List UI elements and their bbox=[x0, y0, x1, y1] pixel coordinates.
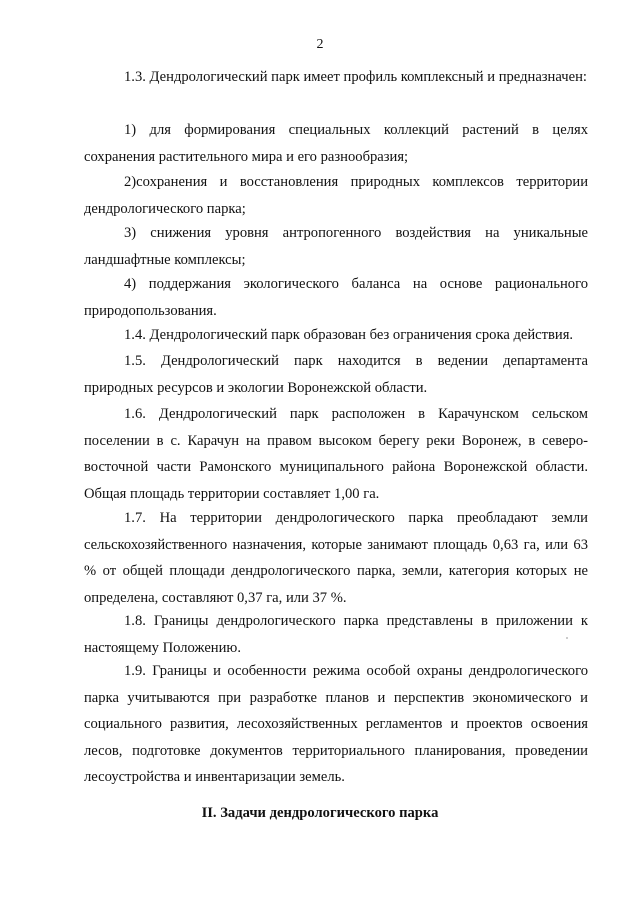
paragraph-1-6: 1.6. Дендрологический парк расположен в Карачунском сельском поселении в с. Карачун на правом высоком берегу реки Воронеж, в северо-восточной части Рамонского муниципального района Воронежской области. Общая площадь территории составляет 1,00 га. bbox=[84, 406, 588, 502]
paragraph-item-4: 4) поддержания экологического баланса на основе рационального природопользования. bbox=[84, 276, 588, 319]
paragraph-1-8: 1.8. Границы дендрологического парка представлены в приложении к настоящему Положению. bbox=[84, 613, 588, 656]
paragraph-1-5: 1.5. Дендрологический парк находится в ведении департамента природных ресурсов и экологии Воронежской области. bbox=[84, 353, 588, 396]
section-heading: II. Задачи дендрологического парка bbox=[201, 805, 439, 821]
paragraph-1-4: 1.4. Дендрологический парк образован без ограничения срока действия. bbox=[124, 327, 574, 343]
scan-speck bbox=[566, 637, 568, 639]
paragraph-item-3: 3) снижения уровня антропогенного воздействия на уникальные ландшафтные комплексы; bbox=[84, 225, 588, 268]
page-number: 2 bbox=[316, 37, 324, 52]
paragraph-item-1: 1) для формирования специальных коллекций растений в целях сохранения растительного мира и его разнообразия; bbox=[84, 122, 588, 165]
paragraph-1-7: 1.7. На территории дендрологического парка преобладают земли сельскохозяйственного назначения, которые занимают площадь 0,63 га, или 63 % от общей площади дендрологического парка, земли, категория которых не определена, составляют 0,37 га, или 37 %. bbox=[84, 510, 588, 606]
paragraph-1-3: 1.3. Дендрологический парк имеет профиль комплексный и предназначен: bbox=[124, 69, 587, 85]
paragraph-item-2: 2)сохранения и восстановления природных комплексов территории дендрологического парка; bbox=[84, 174, 588, 217]
paragraph-1-9: 1.9. Границы и особенности режима особой охраны дендрологического парка учитываются при разработке планов и перспектив экономического и социального развития, лесохозяйственных регламентов и проектов освоения лесов, подготовке документов территориального планирования, проведении лесоустройства и инвентаризации земель. bbox=[84, 663, 588, 785]
